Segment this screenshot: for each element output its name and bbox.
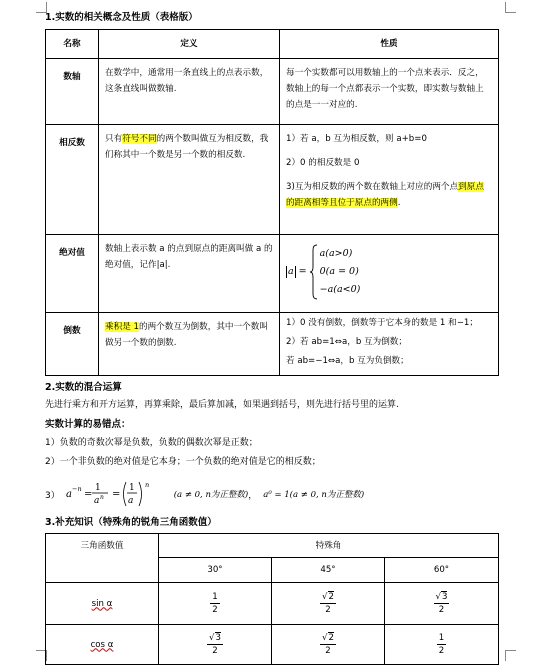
section-1-title: 1.实数的相关概念及性质（表格版） (45, 12, 198, 23)
svg-text:1: 1 (94, 483, 101, 493)
trig-table (45, 533, 499, 665)
svg-text:n: n (99, 494, 104, 501)
left-brace-icon (310, 244, 318, 300)
svg-text:1: 1 (128, 483, 135, 493)
sin-60: $\frac{√3}{2}$ (385, 583, 499, 625)
errors-item-3: 3） a −n = 1 a n = 1 a n (a ≠ 0, n为正整数) ， a⁰ = 1(a ≠ 0, n为正整数) (45, 478, 364, 510)
angle-45: 45° (272, 558, 385, 583)
svg-text:a: a (127, 496, 134, 506)
header-definition: 定义 (99, 30, 280, 59)
table-row (46, 625, 499, 665)
row-prop-daoshu: 1）0 没有倒数，倒数等于它本身的数是 1 和−1； 2）若 ab=1⇔a，b 互为倒数； 若 ab=−1⇔a，b 互为负倒数； (280, 313, 499, 376)
errors-title: 实数计算的易错点： (45, 419, 131, 430)
header-name: 名称 (46, 30, 99, 59)
svg-text:a: a (65, 489, 72, 500)
row-name-xiangfanshu: 相反数 (46, 125, 99, 235)
row-def-xiangfanshu: 只有符号不同的两个数叫做互为相反数，我们称其中一个数是另一个数的相反数. (99, 125, 280, 235)
row-prop-xiangfanshu: 1）若 a，b 互为相反数，则 a+b=0 2）0 的相反数是 0 3)互为相反数的两个数在数轴上对应的两个点到原点的距离相等且位于原点的两侧. (280, 125, 499, 235)
section-2-title: 2.实数的混合运算 (45, 382, 122, 393)
cos-60: $\frac{1}{2}$ (385, 625, 499, 665)
concepts-table (45, 29, 499, 376)
sin-45: $\frac{√2}{2}$ (272, 583, 385, 625)
cos-45: $\frac{√2}{2}$ (272, 625, 385, 665)
row-name-daoshu: 倒数 (46, 313, 99, 376)
corner-mark-bottom-right (505, 650, 516, 661)
row-name-juedui: 绝对值 (46, 235, 99, 313)
svg-text:n: n (144, 481, 149, 489)
highlight-equal-distance: 原点的距离相等且位于原点的两侧 (286, 182, 484, 208)
negative-exponent-formula-icon (64, 478, 174, 510)
trig-header-row (46, 534, 499, 558)
angle-30: 30° (159, 558, 272, 583)
trig-fn-sin: sin α (91, 598, 113, 609)
trig-fn-cos: cos α (90, 639, 114, 650)
svg-text:=: = (83, 489, 93, 500)
row-def-daoshu: 乘积是 1的两个数互为倒数，其中一个数叫做另一个数的倒数. (99, 313, 280, 376)
zero-exponent-formula: a⁰ = 1(a ≠ 0, n为正整数) (263, 490, 365, 500)
section-2-text: 先进行乘方和开方运算，再算乘除，最后算加减，如果遇到括号，则先进行括号里的运算. (45, 400, 399, 410)
section-3-title: 3.补充知识（特殊角的锐角三角函数值） (45, 517, 217, 528)
trig-special-angles-header: 特殊角 (159, 534, 499, 558)
corner-mark-top-right (505, 2, 516, 13)
abs-lhs: a (288, 266, 294, 277)
table-row (46, 583, 499, 625)
table-row (46, 235, 499, 313)
row-prop-juedui (280, 235, 499, 313)
abs-case-positive: a(a>0) (319, 248, 353, 259)
header-property: 性质 (280, 30, 499, 59)
angle-60: 60° (385, 558, 499, 583)
table-header-row (46, 30, 499, 59)
abs-case-negative: −a(a<0) (319, 284, 361, 295)
svg-text:a: a (93, 496, 100, 506)
row-def-shuzhou: 在数学中，通常用一条直线上的点表示数，这条直线叫做数轴. (99, 59, 280, 125)
row-def-juedui: 数轴上表示数 a 的点到原点的距离叫做 a 的绝对值，记作|a|. (99, 235, 280, 313)
highlight-product-one: 乘积是 1 (105, 322, 139, 332)
errors-item-2: 2）一个非负数的绝对值是它本身；一个负数的绝对值是它的相反数； (45, 457, 321, 467)
trig-col-header: 三角函数值 (46, 534, 159, 583)
highlight-sign-different: 符号不同 (122, 134, 157, 144)
errors-item-1: 1）负数的奇数次幂是负数，负数的偶数次幂是正数； (45, 438, 258, 448)
abs-case-zero: 0(a = 0) (319, 266, 359, 277)
sin-30: $\frac{1}{2}$ (159, 583, 272, 625)
cos-30: $\frac{√3}{2}$ (159, 625, 272, 665)
absolute-value-formula: a = a(a>0) 0(a = 0) −a(a<0) (286, 241, 492, 303)
row-name-shuzhou: 数轴 (46, 59, 99, 125)
table-row (46, 59, 499, 125)
svg-text:−n: −n (71, 485, 82, 493)
row-prop-shuzhou: 每一个实数都可以用数轴上的一个点来表示．反之，数轴上的每一个点都表示一个实数，即实数与数轴上的点是一一对应的. (280, 59, 499, 125)
table-row (46, 125, 499, 235)
table-row (46, 313, 499, 376)
svg-text:=: = (111, 489, 121, 500)
